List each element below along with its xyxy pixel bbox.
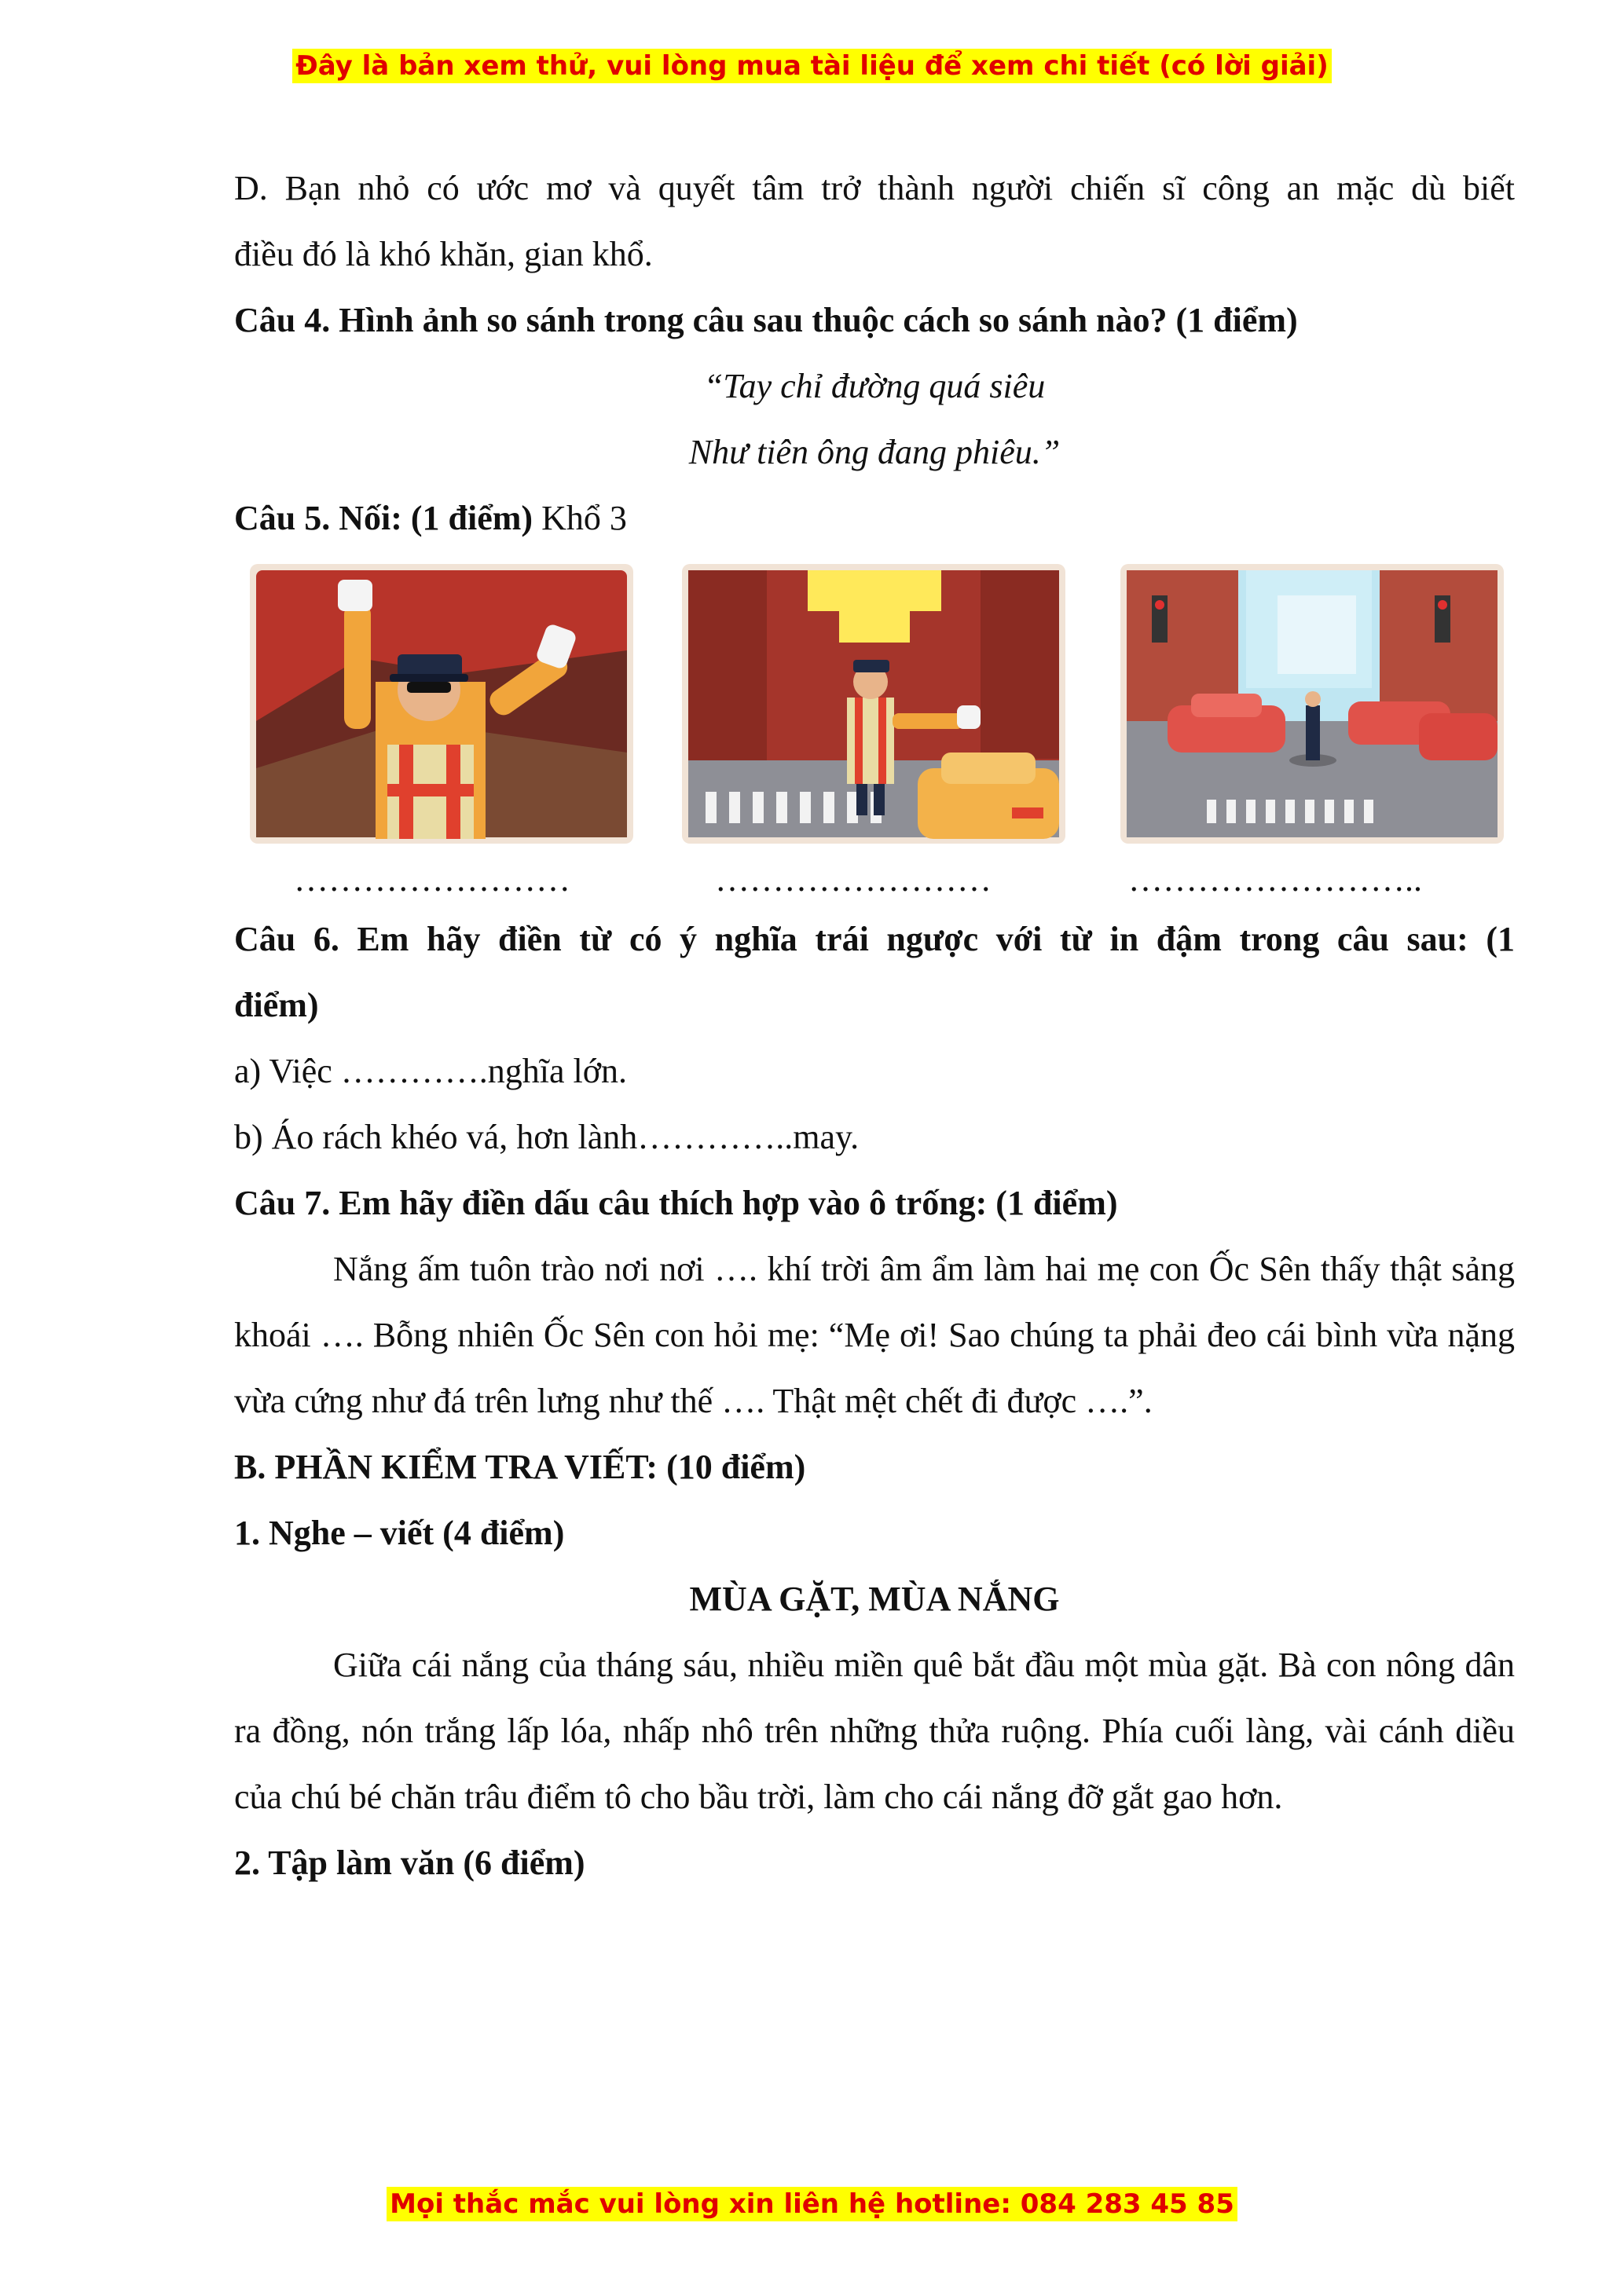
question-5-title-bold: Câu 5. Nối: (1 điểm) [234, 499, 533, 537]
dictation-paragraph: Giữa cái nắng của tháng sáu, nhiều miền quê bắt đầu một mùa gặt. Bà con nông dân ra đồng, nón trắng lấp lóa, nhấp nhô trên những thửa ruộng. Phía cuối làng, vài cánh diều của chú bé chăn trâu điểm tô cho bầu trời, làm cho cái nắng đỡ gắt gao hơn. [234, 1646, 1515, 1816]
question-4-verse-2: Như tiên ông đang phiêu.” [688, 433, 1061, 471]
question-4-title: Câu 4. Hình ảnh so sánh trong câu sau thuộc cách so sánh nào? (1 điểm) [234, 301, 1298, 339]
answer-blank-2[interactable]: …………………… [715, 860, 992, 899]
part-b-title: B. PHẦN KIỂM TRA VIẾT: (10 điểm) [234, 1448, 806, 1486]
answer-blank-3[interactable]: …………………….. [1128, 860, 1422, 899]
document-body [234, 156, 1515, 1896]
question-5-answer-blanks [234, 853, 1515, 906]
question-6-title: Câu 6. Em hãy điền từ có ý nghĩa trái ngược với từ in đậm trong câu sau: (1 [234, 920, 1515, 958]
hotline-banner [0, 2188, 1624, 2220]
option-d-line2: điều đó là khó khăn, gian khổ. [234, 235, 653, 273]
traffic-police-raising-hand-image [250, 564, 633, 844]
question-5-title [234, 485, 1515, 551]
traffic-police-intersection-image [1120, 564, 1504, 844]
preview-notice-banner [0, 50, 1624, 82]
question-4-verse-1: “Tay chỉ đường quá siêu [703, 367, 1046, 405]
option-d-line1: D. Bạn nhỏ có ước mơ và quyết tâm trở thành người chiến sĩ công an mặc dù biết [234, 169, 1515, 207]
question-5-title-rest: Khổ 3 [533, 499, 627, 537]
part-b-section-1: 1. Nghe – viết (4 điểm) [234, 1514, 565, 1552]
answer-blank-1[interactable]: …………………… [294, 860, 570, 899]
question-6-item-a: a) Việc ………….nghĩa lớn. [234, 1052, 628, 1090]
dictation-title: MÙA GẶT, MÙA NẮNG [689, 1580, 1060, 1618]
question-7-paragraph: Nắng ấm tuôn trào nơi nơi …. khí trời âm ẩm làm hai mẹ con Ốc Sên thấy thật sảng khoái …. Bỗng nhiên Ốc Sên con hỏi mẹ: “Mẹ ơi! Sao chúng ta phải đeo cái bình vừa nặng vừa cứng như đá trên lưng như thế …. Thật mệt chết đi được ….”. [234, 1250, 1515, 1420]
question-5-images [234, 555, 1515, 853]
question-6-item-b: b) Áo rách khéo vá, hơn lành…………..may. [234, 1118, 860, 1156]
question-7-title: Câu 7. Em hãy điền dấu câu thích hợp vào ô trống: (1 điểm) [234, 1184, 1118, 1222]
part-b-section-2: 2. Tập làm văn (6 điểm) [234, 1844, 585, 1882]
traffic-police-directing-crosswalk-image [682, 564, 1065, 844]
preview-notice-text: Đây là bản xem thử, vui lòng mua tài liệu để xem chi tiết (có lời giải) [292, 49, 1332, 83]
question-6-title-cont: điểm) [234, 986, 319, 1024]
hotline-text: Mọi thắc mắc vui lòng xin liên hệ hotline: 084 283 45 85 [387, 2187, 1237, 2221]
